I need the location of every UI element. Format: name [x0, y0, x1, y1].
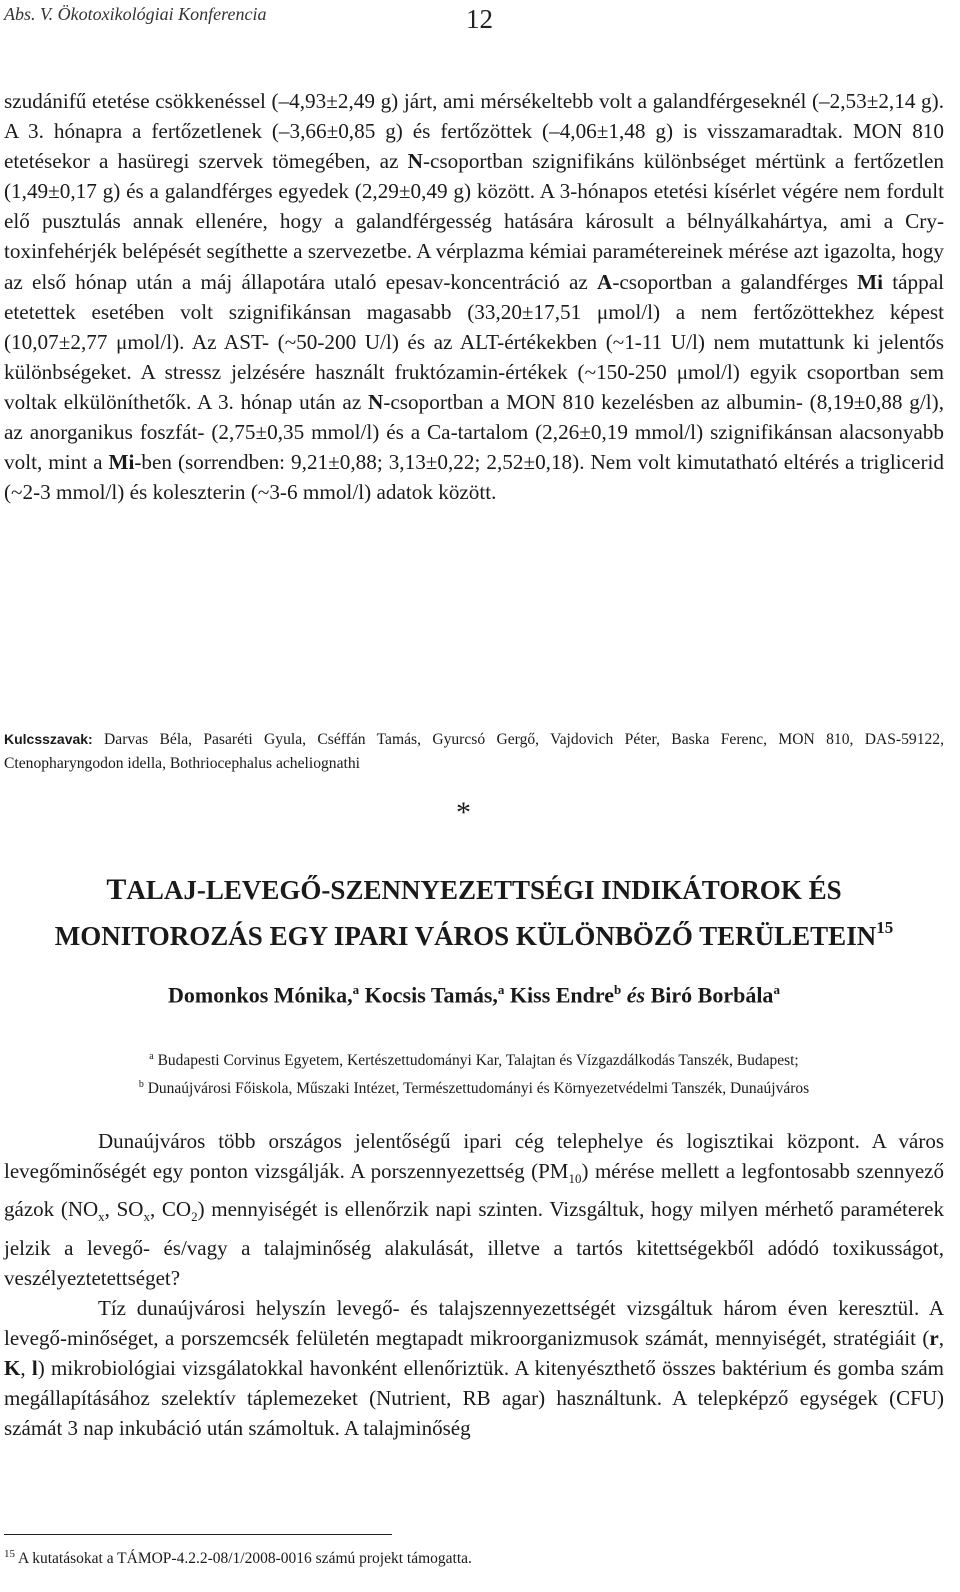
abstract-text: ) mennyiségét is ellenőrzik napi szinten. Vizsgáltuk, hogy milyen mérhető paraméterek jelzik a levegő- és/vagy a talajminőség alakulását, illetve a tartós kitettségekből adódó toxikusságot, veszélyeztetettséget?	[4, 1197, 944, 1290]
subscript: x	[98, 1209, 105, 1225]
footnote-text: A kutatásokat a TÁMOP-4.2.2-08/1/2008-0016 számú projekt támogatta.	[15, 1550, 472, 1568]
running-header-conference: Abs. V. Ökotoxikológiai Konferencia	[4, 4, 267, 24]
title-footnote-ref: 15	[876, 918, 894, 937]
affiliation-mark: b	[138, 1079, 144, 1091]
keywords-label: Kulcsszavak:	[4, 731, 93, 747]
group-label-mi: Mi	[108, 450, 135, 475]
abstract-text: ) mikrobiológiai vizsgálatokkal havonként ellenőriztük. A kitenyészthető összes baktérium és gomba szám megállapításához szelektív táplemezeket (Nutrient, RB agar) használtunk. A telepképző egységek (CFU) számát 3 nap inkubáció után számoltuk. A talajminőség	[4, 1356, 944, 1441]
body-text-segment: táppal etetettek esetében volt szignifikánsan magasabb (33,20±17,51 μmol/l) a nem fertőzöttekhez képest (10,07±2,77 μmol/l). Az AST- (~50-200 U/l) és az ALT-értékekben (~1-11 U/l) nem mutattunk ki jelentős különbségeket. A stressz jelzésére használt fruktózamin-értékek (~150-250 μmol/l) egyik csoportban sem voltak elkülöníthetők. A 3. hónap után az	[4, 269, 944, 414]
body-text-segment: -csoportban szignifikáns különbséget mértünk a fertőzetlen (1,49±0,17 g) és a galandférges egyedek (2,29±0,49 g) között. A 3-hónapos etetési kísérlet végére nem fordult elő pusztulás annak ellenére, hogy a galandférgesség hatására károsult a bélnyálkahártya, ami a Cry-toxinfehérjék belépését segíthette a szervezetbe. A vérplazma kémiai paramétereinek mérése azt igazolta, hogy az első hónap után a máj állapotára utaló epesav-koncentráció az	[4, 149, 944, 294]
strategy-k: K	[4, 1356, 21, 1381]
article-title	[4, 870, 944, 956]
author-affiliation-mark: a	[497, 982, 505, 997]
title-line-2	[4, 910, 944, 956]
author-conjunction: és	[621, 982, 651, 1008]
abstract-text: Dunaújváros több országos jelentőségű ipari cég telephelye és logisztikai központ. A város levegőminőségét egy ponton vizsgálják. A porszennyezettség (PM	[4, 1129, 944, 1184]
body-text-segment: szudánifű etetése csökkenéssel (–4,93±2,49 g) járt, ami mérsékeltebb volt a galandférgeseknél (–2,53±2,14 g). A 3. hónapra a fertőzetlenek (–3,66±0,85 g) és fertőzöttek (–4,06±1,48 g) is visszamaradtak. MON 810 etetésekor a hasüregi szervek tömegében, az	[4, 89, 944, 174]
author-name: Kocsis Tamás,	[359, 982, 498, 1008]
subscript: 2	[191, 1209, 198, 1225]
affiliation-mark: a	[149, 1051, 154, 1062]
abstract-text: ) mérése mellett a legfontosabb szennyező gázok (NO	[4, 1159, 944, 1222]
strategy-r: r	[929, 1325, 939, 1350]
title-line-2-text: MONITOROZÁS EGY IPARI VÁROS KÜLÖNBÖZŐ TERÜLETEIN	[54, 921, 877, 951]
title-line-1	[4, 870, 944, 910]
author-name: Kiss Endre	[504, 982, 615, 1008]
subscript: x	[143, 1209, 150, 1225]
footnote	[4, 1548, 472, 1568]
author-affiliation-mark: a	[773, 982, 780, 997]
title-line-1-text: ALAJ-LEVEGŐ-SZENNYEZETTSÉGI INDIKÁTOROK ÉS	[126, 875, 842, 905]
affiliation-text: Budapesti Corvinus Egyetem, Kertészettudományi Kar, Talajtan és Vízgazdálkodás Tanszék, Budapest;	[153, 1052, 799, 1070]
section-separator: *	[456, 796, 471, 829]
abstract-text: , SO	[104, 1197, 144, 1222]
footnote-number: 15	[4, 1548, 15, 1560]
body-text-segment: -csoportban a galandférges	[612, 269, 858, 294]
body-text-segment: -csoportban a MON 810 kezelésben az albumin- (8,19±0,88 g/l), az anorganikus foszfát- (2,75±0,35 mmol/l) és a Ca-tartalom (2,26±0,19 mmol/l) szignifikánsan alacsonyabb volt, mint a	[4, 389, 944, 475]
keywords	[4, 727, 944, 776]
group-label-a: A	[597, 269, 613, 294]
subscript: 10	[568, 1171, 582, 1187]
page-header	[4, 4, 944, 44]
group-label-n: N	[368, 389, 384, 414]
abstract	[4, 1126, 944, 1443]
abstract-paragraph-1	[4, 1126, 944, 1293]
affiliation-b	[4, 1073, 944, 1101]
author-affiliation-mark: b	[614, 982, 622, 997]
strategy-l: l	[31, 1356, 38, 1381]
body-paragraph	[4, 86, 944, 507]
footnote-divider	[4, 1534, 392, 1535]
author-affiliation-mark: a	[352, 982, 360, 997]
authors	[4, 982, 944, 1008]
group-label-mi: Mi	[857, 269, 884, 294]
abstract-text: ,	[20, 1356, 32, 1381]
abstract-text: Tíz dunaújvárosi helyszín levegő- és talajszennyezettségét vizsgáltuk három éven keresztül. A levegő-minőséget, a porszemcsék felületén megtapadt mikroorganizmusok számát, mennyiségét, stratégiáit (	[4, 1295, 944, 1350]
abstract-text: ,	[938, 1325, 944, 1350]
affiliation-text: Dunaújvárosi Főiskola, Műszaki Intézet, Természettudományi és Környezetvédelmi Tanszék, Dunaújváros	[143, 1080, 810, 1098]
keywords-text: Darvas Béla, Pasaréti Gyula, Cséffán Tamás, Gyurcsó Gergő, Vajdovich Péter, Baska Ferenc, MON 810, DAS-59122, Ctenopharyngodon idella, Bothriocephalus acheliognathi	[4, 731, 944, 772]
author-name: Domonkos Mónika,	[168, 982, 353, 1008]
group-label-n: N	[407, 149, 423, 174]
abstract-text: , CO	[149, 1197, 192, 1222]
author-name: Biró Borbála	[650, 982, 774, 1008]
affiliations	[4, 1045, 944, 1101]
body-text-segment: -ben (sorrendben: 9,21±0,88; 3,13±0,22; 2,52±0,18). Nem volt kimutatható eltérés a triglicerid (~2-3 mmol/l) és koleszterin (~3-6 mmol/l) adatok között.	[4, 450, 944, 505]
title-initial: T	[106, 873, 127, 906]
abstract-paragraph-2	[4, 1293, 944, 1443]
affiliation-a	[4, 1045, 944, 1073]
page-number: 12	[466, 4, 493, 34]
